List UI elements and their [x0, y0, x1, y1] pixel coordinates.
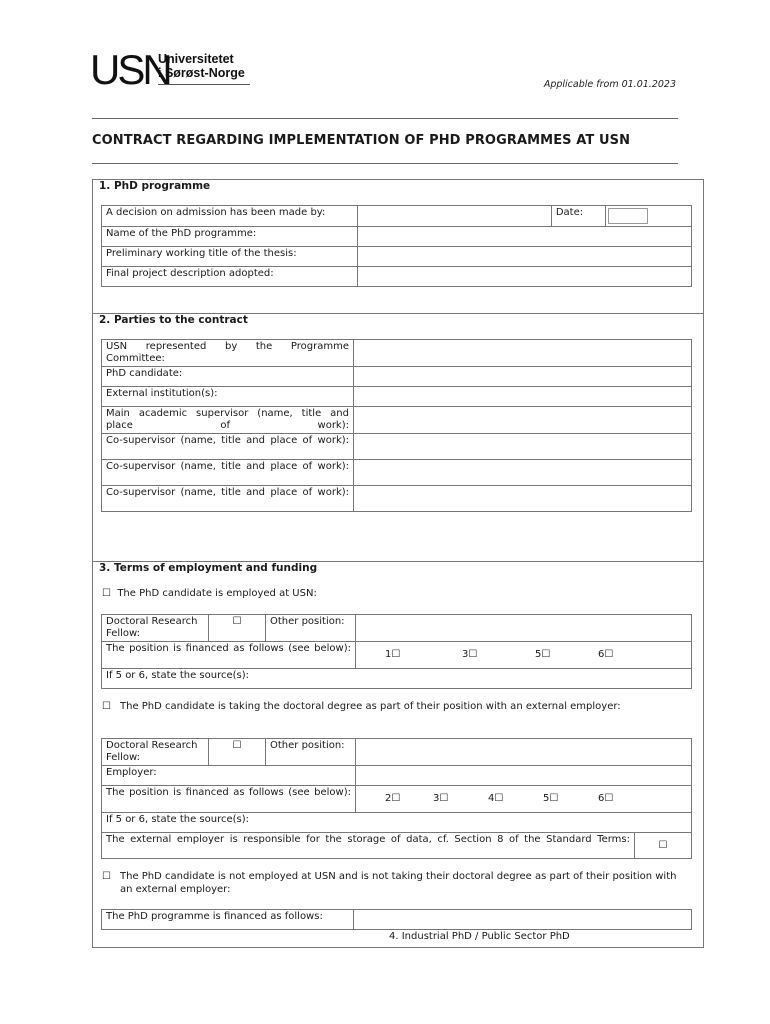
section-3-heading: 3. Terms of employment and funding: [99, 562, 318, 574]
usn-logo-mark: [90, 46, 170, 93]
project-description-field[interactable]: [357, 267, 691, 287]
other-position-field[interactable]: [356, 615, 692, 642]
financing-option[interactable]: 4☐: [488, 793, 504, 804]
row-label: Co-supervisor (name, title and place of work):: [102, 434, 354, 460]
co-supervisor-field[interactable]: [354, 434, 692, 460]
row-label: Preliminary working title of the thesis:: [102, 247, 358, 267]
doctoral-checkbox[interactable]: ☐: [209, 739, 266, 766]
row-label: PhD candidate:: [102, 367, 354, 387]
financing-option[interactable]: 2☐: [385, 793, 401, 804]
programme-committee-field[interactable]: [354, 340, 692, 367]
option-employed-usn: ☐ The PhD candidate is employed at USN:: [102, 588, 317, 599]
document-title: CONTRACT REGARDING IMPLEMENTATION OF PHD PROGRAMMES AT USN: [92, 133, 631, 148]
title-bottom-rule: [92, 163, 678, 164]
external-employer-table: [101, 738, 692, 859]
financing-options: [356, 642, 692, 669]
other-position-field[interactable]: [356, 739, 692, 766]
option-not-employed: ☐ The PhD candidate is not employed at USN and is not taking their doctoral degree as part of their position with an external employer:: [102, 871, 677, 895]
doctoral-checkbox[interactable]: ☐: [209, 615, 266, 642]
title-top-rule: [92, 118, 678, 119]
doctoral-label: Doctoral Research Fellow:: [102, 739, 209, 766]
decision-label: A decision on admission has been made by:: [102, 206, 358, 227]
source-label: If 5 or 6, state the source(s):: [102, 813, 692, 833]
employer-label: Employer:: [102, 766, 356, 786]
external-institution-field[interactable]: [354, 387, 692, 407]
co-supervisor-field[interactable]: [354, 460, 692, 486]
university-name: [158, 52, 245, 80]
candidate-field[interactable]: [354, 367, 692, 387]
option-external-employer: ☐ The PhD candidate is taking the doctoral degree as part of their position with an external employer:: [102, 701, 621, 712]
row-label: External institution(s):: [102, 387, 354, 407]
contract-form: [92, 179, 704, 948]
financed-label: The position is financed as follows (see below):: [102, 786, 356, 813]
employer-field[interactable]: [356, 766, 692, 786]
date-label: Date:: [551, 206, 605, 227]
financing-option[interactable]: 3☐: [462, 649, 478, 660]
row-label: Main academic supervisor (name, title and place of work):: [102, 407, 354, 434]
source-label: If 5 or 6, state the source(s):: [102, 669, 692, 689]
logo-line-2: i Sørøst-Norge: [158, 66, 245, 80]
co-supervisor-field[interactable]: [354, 486, 692, 512]
financing-option[interactable]: 5☐: [535, 649, 551, 660]
date-field[interactable]: [605, 206, 691, 227]
section-2-table: [101, 339, 692, 512]
financing-option[interactable]: 6☐: [598, 649, 614, 660]
row-label: Name of the PhD programme:: [102, 227, 358, 247]
row-label: Co-supervisor (name, title and place of work):: [102, 486, 354, 512]
financed-label: The position is financed as follows (see below):: [102, 642, 356, 669]
financing-option[interactable]: 6☐: [598, 793, 614, 804]
checkbox[interactable]: ☐: [102, 588, 111, 599]
financing-option[interactable]: 1☐: [385, 649, 401, 660]
main-supervisor-field[interactable]: [354, 407, 692, 434]
other-position-label: Other position:: [266, 739, 356, 766]
checkbox[interactable]: ☐: [102, 871, 111, 882]
row-label: Final project description adopted:: [102, 267, 358, 287]
thesis-title-field[interactable]: [357, 247, 691, 267]
industrial-phd-option: 4. Industrial PhD / Public Sector PhD: [389, 931, 570, 942]
applicable-date: Applicable from 01.01.2023: [543, 79, 676, 90]
storage-checkbox[interactable]: ☐: [635, 833, 692, 859]
programme-financing-table: [101, 909, 692, 930]
decision-field[interactable]: [357, 206, 551, 227]
logo-line-1: Universitetet: [158, 52, 234, 66]
logo-underline: [158, 84, 250, 85]
row-label: USN represented by the Programme Committee:: [102, 340, 354, 367]
financing-option[interactable]: 5☐: [543, 793, 559, 804]
checkbox[interactable]: ☐: [102, 701, 111, 712]
employed-usn-table: [101, 614, 692, 689]
prog-financed-field[interactable]: [354, 910, 692, 930]
storage-label: The external employer is responsible for the storage of data, cf. Section 8 of the Standard Terms:: [102, 833, 635, 859]
section-1-table: [101, 205, 692, 287]
section-1-heading: 1. PhD programme: [99, 180, 211, 192]
doctoral-label: Doctoral Research Fellow:: [102, 615, 209, 642]
financing-option[interactable]: 3☐: [433, 793, 449, 804]
svg-text:USN: USN: [90, 46, 170, 93]
programme-name-field[interactable]: [357, 227, 691, 247]
row-label: Co-supervisor (name, title and place of work):: [102, 460, 354, 486]
other-position-label: Other position:: [266, 615, 356, 642]
section-2-heading: 2. Parties to the contract: [99, 314, 248, 326]
financing-options: [356, 786, 692, 813]
prog-financed-label: The PhD programme is financed as follows:: [102, 910, 354, 930]
